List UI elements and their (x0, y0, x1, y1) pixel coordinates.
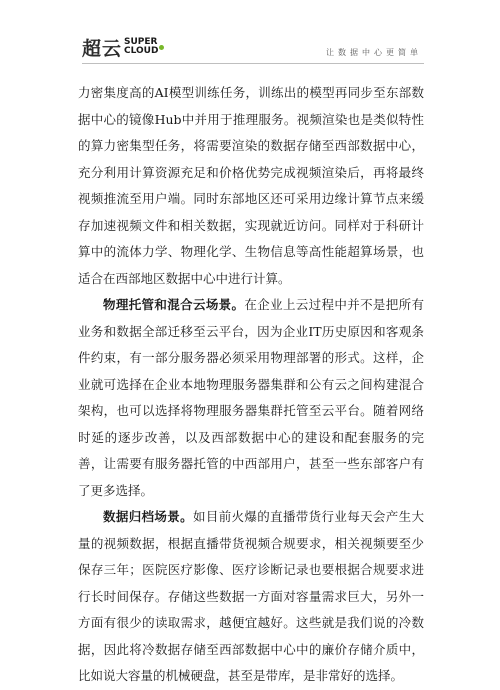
page-header (0, 0, 500, 72)
logo-en-line2: CLOUD (124, 46, 159, 56)
logo-english-text (124, 38, 158, 56)
paragraph-3 (78, 504, 424, 690)
paragraph-2-text: 在企业上云过程中并不是把所有业务和数据全部迁移至云平台，因为企业IT历史原因和客观条件约束，有一部分服务器必须采用物理部署的形式。这样，企业就可选择在企业本地物理服务器集群和公有云之间构建混合架构，也可以选择将物理服务器集群托管至云平台。随着网络时延的逐步改善，以及西部数据中心的建设和配套服务的完善，让需要有服务器托管的中西部用户，甚至一些东部客户有了更多选择。 (78, 297, 424, 498)
paragraph-3-heading: 数据归档场景。 (103, 509, 193, 524)
paragraph-2-heading: 物理托管和混合云场景。 (103, 297, 245, 312)
paragraph-3-text: 如目前火爆的直播带货行业每天会产生大量的视频数据，根据直播带货视频合规要求，相关视频要至少保存三年；医院医疗影像、医疗诊断记录也要根据合规要求进行长时间保存。存储这些数据一方面对容量需求巨大，另外一方面有很少的读取需求，越便宜越好。这些就是我们说的冷数据，因此将冷数据存储至西部数据中心中的廉价存储介质中，比如说大容量的机械硬盘，甚至是带库，是非常好的选择。 (78, 509, 424, 683)
superclouds-logo (82, 33, 164, 61)
header-tagline: 让数据中心更简单 (326, 48, 422, 57)
document-body (78, 80, 424, 690)
paragraph-2 (78, 292, 424, 504)
paragraph-1 (78, 80, 424, 292)
logo-en-line1: SUPER (124, 37, 158, 47)
logo-dot-icon (159, 45, 164, 50)
paragraph-1-text: 力密集度高的AI模型训练任务，训练出的模型再同步至东部数据中心的镜像Hub中并用于推理服务。视频渲染也是类似特性的算力密集型任务，将需要渲染的数据存储至西部数据中心，充分利用计算资源充足和价格优势完成视频渲染后，再将最终视频推流至用户端。同时东部地区还可采用边缘计算节点来缓存加速视频文件和相关数据，实现就近访问。同样对于科研计算中的流体力学、物理化学、生物信息等高性能超算场景，也适合在西部地区数据中心中进行计算。 (78, 85, 424, 286)
header-divider (82, 63, 424, 64)
logo-chinese-text: 超云 (82, 37, 123, 60)
